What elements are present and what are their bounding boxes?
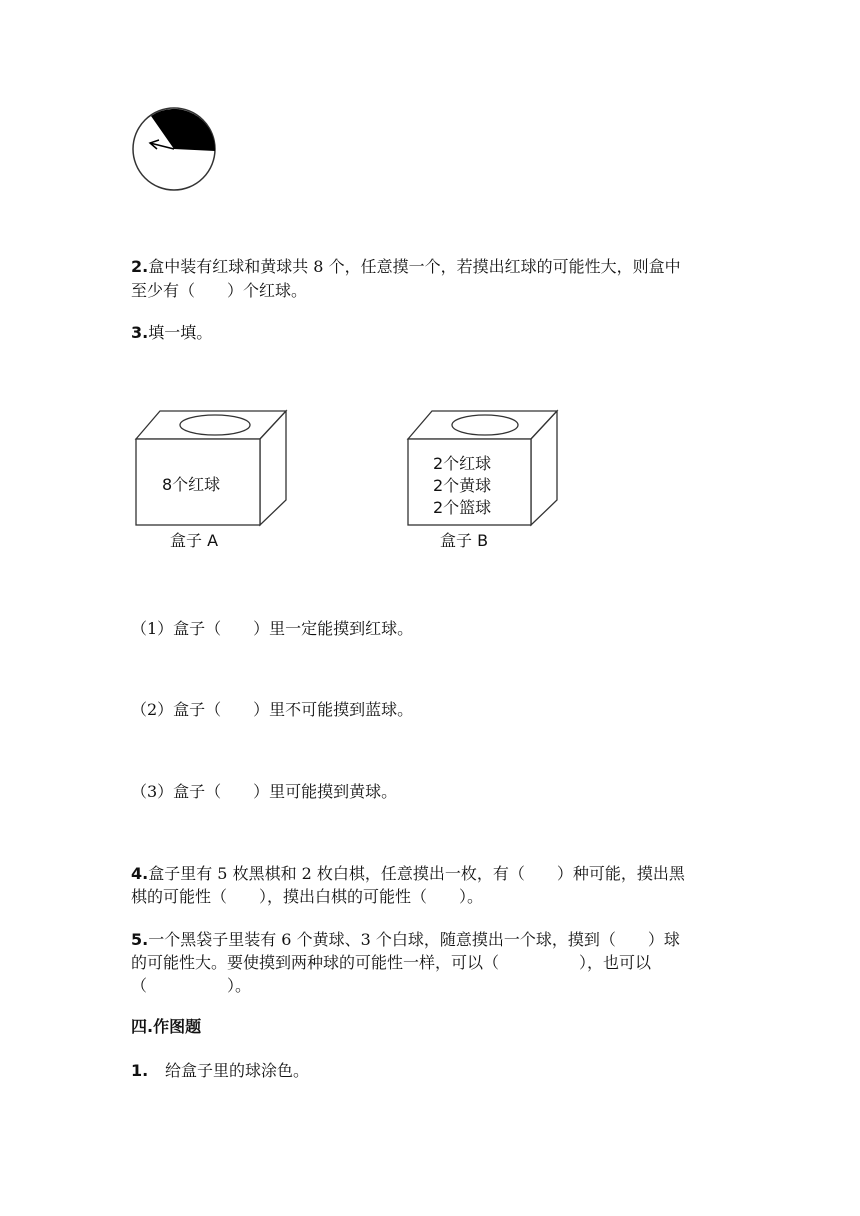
question-5-text: 一个黑袋子里装有 6 个黄球、3 个白球，随意摸出一个球，摸到（ ）球	[148, 930, 680, 949]
section-heading: 四.作图题	[131, 1017, 202, 1036]
question-3-number: 3.	[131, 323, 149, 342]
drawing-question-number: 1.	[131, 1061, 149, 1080]
question-4-number: 4.	[131, 864, 149, 883]
question-4-line-1	[131, 863, 685, 885]
question-3-text: 填一填。	[148, 323, 213, 342]
question-4-text: 盒子里有 5 枚黑棋和 2 枚白棋，任意摸出一枚，有（ ）种可能，摸出黑	[148, 864, 685, 883]
question-2-number: 2.	[131, 257, 149, 276]
question-5-line-1	[131, 929, 680, 951]
sub-question-3: （3）盒子（ ）里可能摸到黄球。	[131, 782, 398, 801]
question-5-line-3: （ ）。	[131, 976, 252, 995]
question-5-line-2: 的可能性大。要使摸到两种球的可能性一样，可以（ ），也可以	[131, 953, 652, 972]
question-5-number: 5.	[131, 930, 149, 949]
box-b-caption: 盒子 B	[440, 531, 489, 550]
box-b-line-3: 2个篮球	[433, 498, 492, 517]
box-a-caption: 盒子 A	[170, 531, 219, 550]
box-b-line-1: 2个红球	[433, 454, 492, 473]
drawing-question-1	[131, 1060, 309, 1082]
box-b-line-2: 2个黄球	[433, 476, 492, 495]
sub-question-1: （1）盒子（ ）里一定能摸到红球。	[131, 619, 414, 638]
question-4-line-2: 棋的可能性（ ），摸出白棋的可能性（ ）。	[131, 887, 484, 906]
question-2-text: 盒中装有红球和黄球共 8 个，任意摸一个，若摸出红球的可能性大，则盒中	[148, 257, 681, 276]
question-2-line-1	[131, 256, 681, 278]
question-3-line	[131, 322, 212, 344]
box-a-content: 8个红球	[162, 475, 221, 494]
drawing-question-text: 给盒子里的球涂色。	[165, 1061, 310, 1080]
spinner-dial-icon	[128, 103, 220, 195]
question-2-line-2: 至少有（ ）个红球。	[131, 281, 308, 300]
sub-question-2: （2）盒子（ ）里不可能摸到蓝球。	[131, 700, 414, 719]
